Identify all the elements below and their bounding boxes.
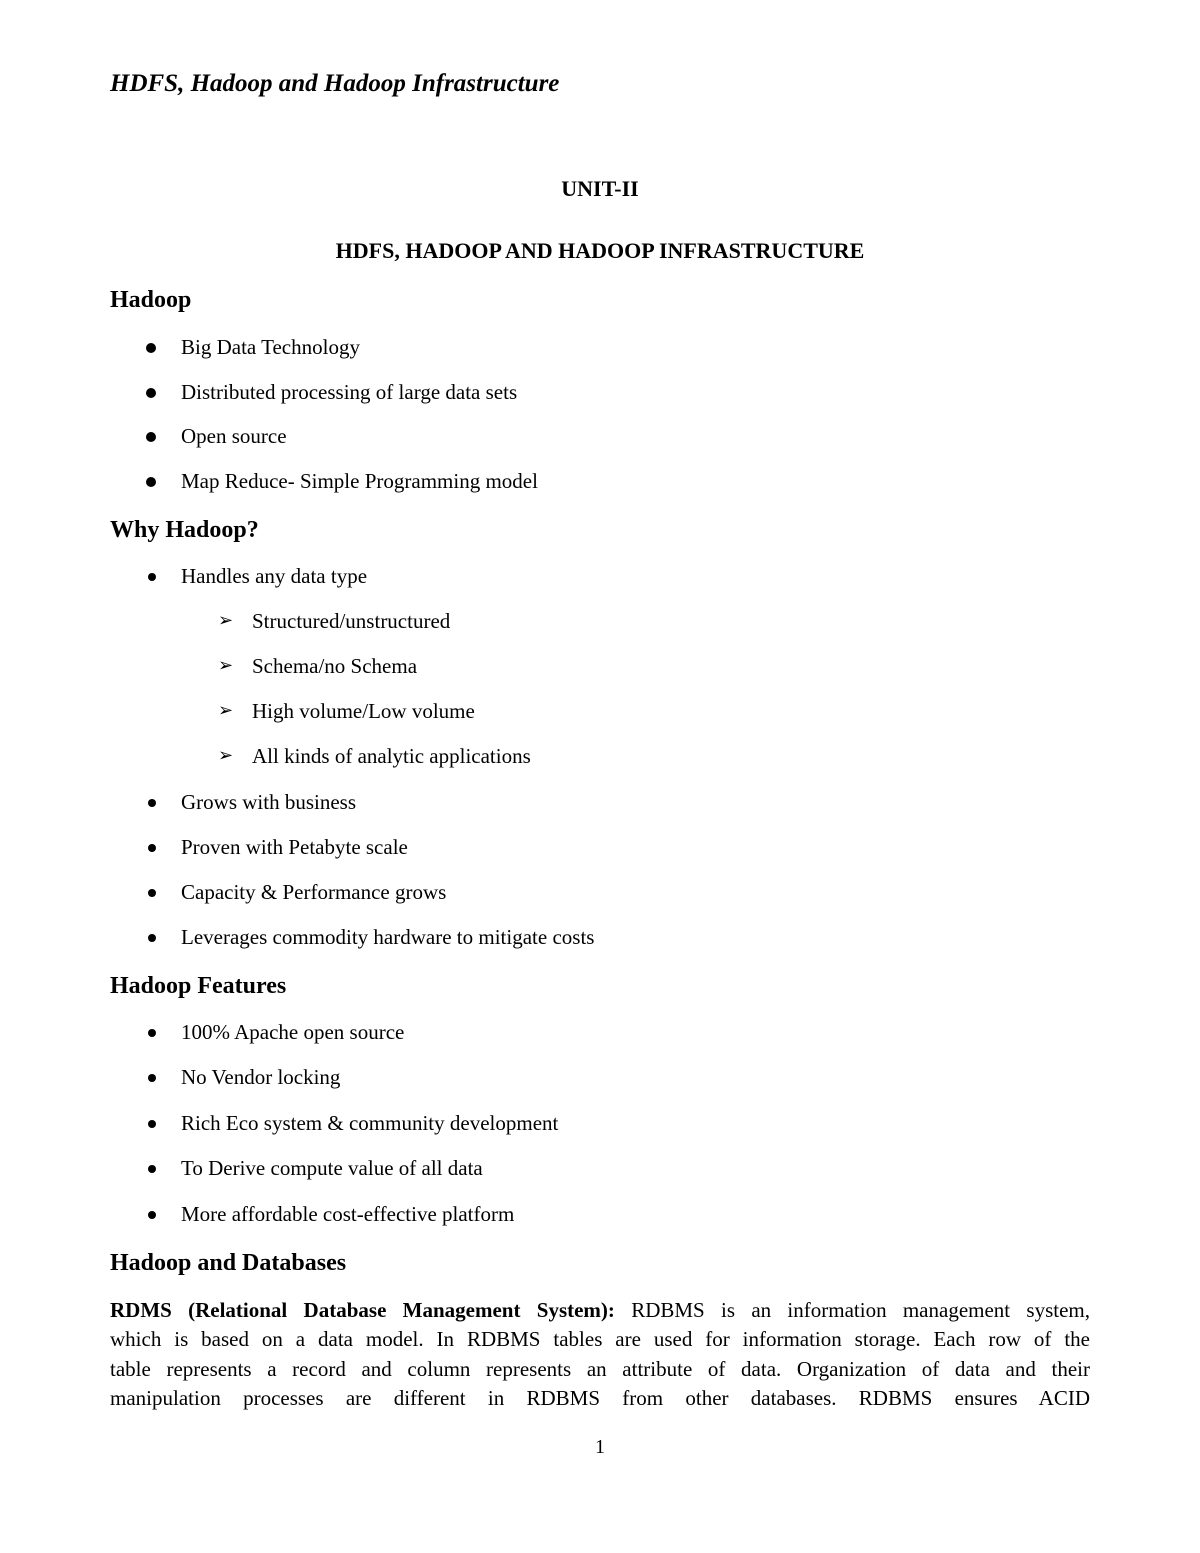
list-item: To Derive compute value of all data	[181, 1156, 483, 1180]
list-item: Open source	[181, 424, 287, 448]
arrow-bullet-icon: ➢	[218, 610, 234, 631]
bullet-icon	[146, 388, 156, 398]
list-item: Proven with Petabyte scale	[181, 835, 408, 859]
list-item: Rich Eco system & community development	[181, 1111, 559, 1135]
bullet-icon	[148, 1074, 156, 1082]
sub-list-item: Schema/no Schema	[252, 654, 418, 678]
sub-list-item: High volume/Low volume	[252, 699, 475, 723]
list-item: More affordable cost-effective platform	[181, 1202, 515, 1226]
bullet-icon	[146, 432, 156, 442]
sub-list-item: All kinds of analytic applications	[252, 744, 531, 768]
list-item: Grows with business	[181, 790, 357, 814]
bullet-icon	[148, 889, 156, 897]
sub-list-item: Structured/unstructured	[252, 609, 451, 633]
paragraph-line: table represents a record and column represents an attribute of data. Organization of data and their	[110, 1356, 1090, 1381]
list-item: Handles any data type	[181, 564, 368, 588]
arrow-bullet-icon: ➢	[218, 745, 234, 766]
unit-label: UNIT-II	[561, 176, 639, 201]
paragraph-line: manipulation processes are different in RDBMS from other databases. RDBMS ensures ACID	[110, 1385, 1090, 1410]
list-item: Big Data Technology	[181, 335, 360, 359]
running-header-title: HDFS, Hadoop and Hadoop Infrastructure	[110, 70, 560, 97]
rdms-paragraph	[110, 1296, 1090, 1413]
list-item: Capacity & Performance grows	[181, 880, 447, 904]
paragraph-line: which is based on a data model. In RDBMS tables are used for information storage. Each row of the	[110, 1327, 1090, 1352]
paragraph-line-text: RDBMS is an information management system,	[614, 1298, 1091, 1322]
arrow-bullet-icon: ➢	[218, 700, 234, 721]
unit-title: HDFS, HADOOP AND HADOOP INFRASTRUCTURE	[335, 238, 865, 263]
section-heading-hadoop: Hadoop	[110, 287, 192, 313]
rdms-term: RDMS (Relational Database Management System):	[110, 1298, 615, 1322]
section-heading-why-hadoop: Why Hadoop?	[110, 517, 259, 543]
bullet-icon	[146, 343, 156, 353]
list-item: Map Reduce- Simple Programming model	[181, 469, 538, 493]
page-number: 1	[595, 1436, 605, 1458]
arrow-bullet-icon: ➢	[218, 655, 234, 676]
section-heading-hadoop-databases: Hadoop and Databases	[110, 1250, 347, 1276]
list-item: 100% Apache open source	[181, 1020, 405, 1044]
section-heading-hadoop-features: Hadoop Features	[110, 973, 287, 999]
list-item: No Vendor locking	[181, 1065, 341, 1089]
bullet-icon	[148, 844, 156, 852]
bullet-icon	[148, 1165, 156, 1173]
bullet-icon	[146, 477, 156, 487]
bullet-icon	[148, 799, 156, 807]
bullet-icon	[148, 934, 156, 942]
list-item: Leverages commodity hardware to mitigate costs	[181, 925, 595, 949]
bullet-icon	[148, 1120, 156, 1128]
paragraph-line	[110, 1296, 1090, 1325]
bullet-icon	[148, 1029, 156, 1037]
list-item: Distributed processing of large data sets	[181, 380, 518, 404]
bullet-icon	[148, 1211, 156, 1219]
bullet-icon	[148, 573, 156, 581]
